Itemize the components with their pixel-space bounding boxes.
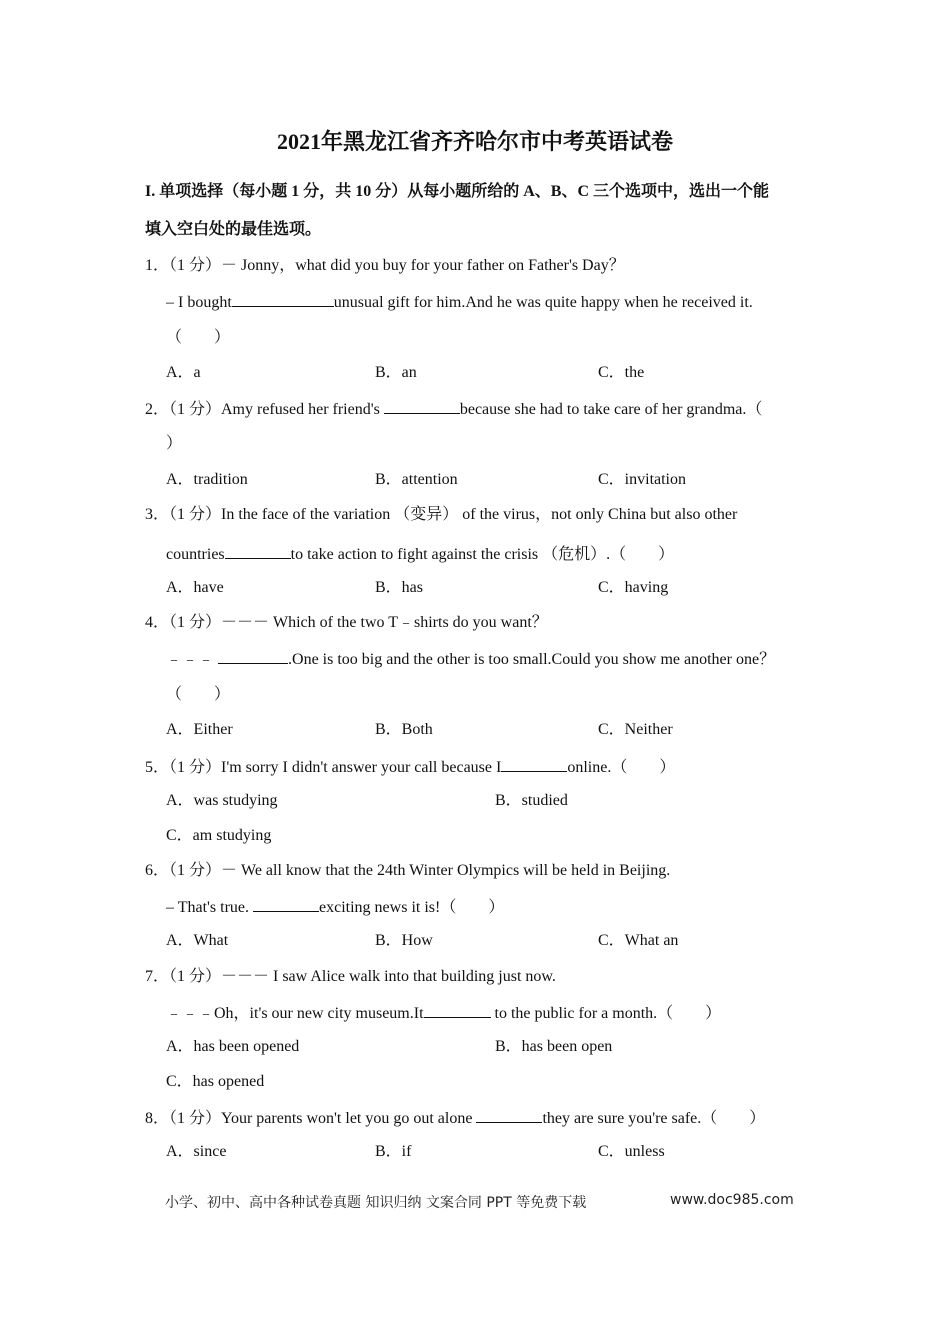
question-8-stem: [145, 1107, 765, 1129]
option-c: C．the: [598, 364, 645, 381]
option-b: B．studied: [495, 792, 568, 809]
question-1-line2-post: unusual gift for him.And he was quite happy when he received it.: [333, 294, 753, 311]
answer-blank: [501, 756, 567, 772]
question-2-stem: [145, 398, 762, 420]
option-a: A．since: [166, 1143, 227, 1160]
question-6-line2-post: exciting news it is!（ ）: [319, 899, 505, 916]
answer-blank: [232, 291, 334, 307]
option-b: B．attention: [375, 471, 458, 488]
page-title: 2021年黑龙江省齐齐哈尔市中考英语试卷: [276, 129, 673, 154]
answer-blank: [384, 398, 460, 414]
option-c: C．having: [598, 579, 669, 596]
question-6-line2: [166, 896, 504, 918]
answer-blank: [225, 543, 291, 559]
question-6-stem: 6．（1 分）－ We all know that the 24th Winter Olympics will be held in Beijing.: [145, 862, 671, 879]
answer-blank: [476, 1107, 542, 1123]
footer-text: 小学、初中、高中各种试卷真题 知识归纳 文案合同 PPT 等免费下载: [165, 1195, 587, 1211]
answer-blank: [218, 648, 288, 664]
option-c: C．unless: [598, 1143, 665, 1160]
question-7-line2-post: to the public for a month.（ ）: [490, 1005, 722, 1022]
answer-parentheses: （ ）: [166, 686, 231, 703]
option-a: A．has been opened: [166, 1038, 300, 1055]
option-a: A．a: [166, 364, 201, 381]
question-5-stem: [145, 756, 675, 778]
option-a: A．tradition: [166, 471, 248, 488]
question-4-line2-pre: ﹣﹣﹣: [166, 651, 219, 668]
question-7-stem: 7．（1 分）－－－ I saw Alice walk into that building just now.: [145, 968, 556, 985]
question-2-pre: 2．（1 分）Amy refused her friend's: [145, 401, 384, 418]
question-8-pre: 8．（1 分）Your parents won't let you go out alone: [145, 1110, 477, 1127]
option-c: C．has opened: [166, 1073, 265, 1090]
question-7-line2-pre: ﹣﹣﹣Oh，it's our new city museum.It: [166, 1005, 424, 1022]
option-b: B．Both: [375, 721, 433, 738]
question-4-line2-post: .One is too big and the other is too small.Could you show me another one？: [288, 651, 776, 668]
question-3-line2: [166, 543, 674, 565]
option-c: C．Neither: [598, 721, 673, 738]
question-2-line2: ）: [166, 435, 183, 452]
question-1-line2: [166, 291, 806, 313]
question-1-stem: 1．（1 分）－ Jonny，what did you buy for your father on Father's Day？: [145, 257, 625, 274]
question-7-line2: [166, 1002, 721, 1024]
option-a: A．Either: [166, 721, 233, 738]
section-instruction-line2: 填入空白处的最佳选项。: [145, 221, 322, 238]
question-3-line2-post: to take action to fight against the crisis （危机）.（ ）: [290, 546, 675, 563]
question-4-line2: [166, 648, 775, 670]
question-5-pre: 5．（1 分）I'm sorry I didn't answer your call because I: [145, 759, 502, 776]
option-a: A．was studying: [166, 792, 278, 809]
question-5-post: online.（ ）: [567, 759, 676, 776]
option-c: C．What an: [598, 932, 679, 949]
page-footer: [165, 1192, 794, 1212]
question-6-line2-pre: – That's true.: [166, 899, 254, 916]
option-a: A．have: [166, 579, 224, 596]
section-instruction-line1: I. 单项选择（每小题 1 分，共 10 分）从每小题所给的 A、B、C 三个选项中，选出一个能: [145, 183, 770, 200]
option-b: B．has: [375, 579, 424, 596]
question-3-line2-pre: countries: [166, 546, 225, 563]
footer-url: www.doc985.com: [670, 1192, 794, 1208]
option-b: B．if: [375, 1143, 412, 1160]
answer-blank: [424, 1002, 491, 1018]
question-3-stem: 3．（1 分）In the face of the variation （变异） of the virus，not only China but also other: [145, 506, 738, 523]
option-c: C．invitation: [598, 471, 687, 488]
option-b: B．an: [375, 364, 417, 381]
answer-blank: [253, 896, 319, 912]
option-b: B．How: [375, 932, 433, 949]
question-8-post: they are sure you're safe.（ ）: [542, 1110, 766, 1127]
answer-parentheses: （ ）: [166, 329, 231, 346]
option-c: C．am studying: [166, 827, 272, 844]
question-4-stem: 4．（1 分）－－－ Which of the two T﹣shirts do you want？: [145, 614, 548, 631]
option-b: B．has been open: [495, 1038, 613, 1055]
question-1-line2-pre: – I bought: [166, 294, 232, 311]
option-a: A．What: [166, 932, 229, 949]
question-2-post: because she had to take care of her grandma.（: [459, 401, 763, 418]
